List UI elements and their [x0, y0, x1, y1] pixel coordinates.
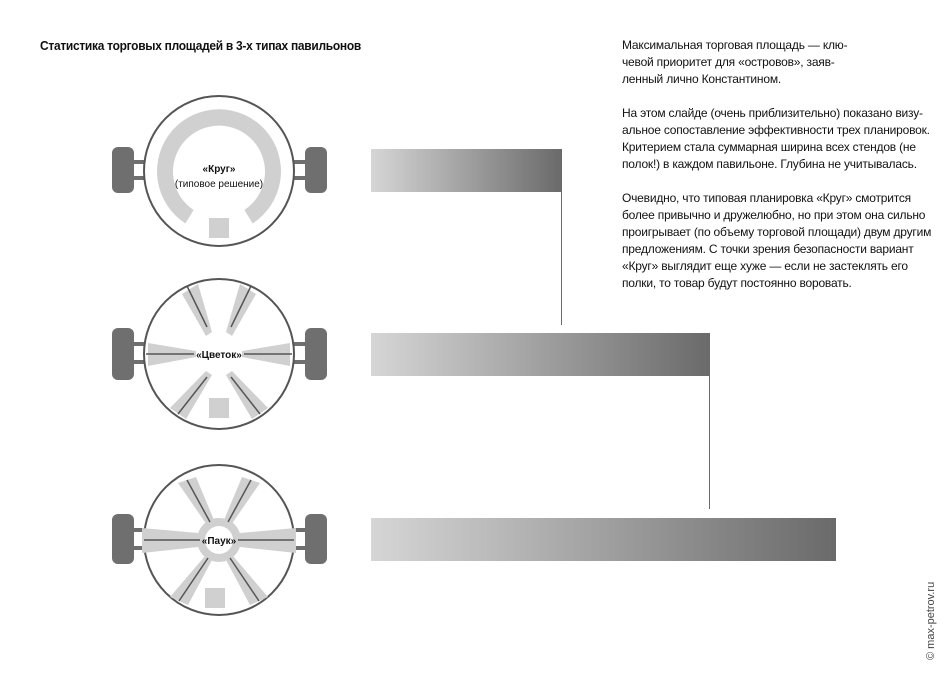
pavilion-handle-right — [291, 328, 327, 380]
pavilion-name: «Паук» — [201, 536, 237, 547]
description-line: Критерием стала суммарная ширина всех стендов (не — [622, 140, 916, 154]
pavilion-pauk — [112, 465, 327, 615]
description-line: полок!) в каждом павильоне. Глубина не учитывалась. — [622, 157, 917, 171]
slide-title: Статистика торговых площадей в 3-х типах павильонов — [40, 38, 361, 53]
description-line: На этом слайде (очень приблизительно) показано визу- — [622, 106, 923, 120]
pavilion-handle-right — [291, 514, 327, 564]
pavilion-subtitle: (типовое решение) — [174, 179, 264, 190]
cash-desk — [209, 398, 229, 418]
description-line: ленный лично Константином. — [622, 72, 782, 86]
area-bars — [371, 149, 836, 561]
cash-desk — [205, 588, 225, 608]
pavilion-handle-left — [112, 328, 148, 380]
description-line: более привычно и дружелюбно, но при этом она сильно — [622, 208, 926, 222]
description-line: проигрывает (по объему торговой площади) двум другим — [622, 225, 932, 239]
area-bar — [371, 518, 836, 561]
pavilion-tsvetok — [112, 279, 327, 429]
pavilion-name: «Цветок» — [196, 350, 242, 361]
description-line: предложениям. С точки зрения безопасности вариант — [622, 242, 914, 256]
pavilion-handle-right — [291, 147, 327, 193]
description-line: Максимальная торговая площадь — клю- — [622, 38, 848, 52]
description-line: «Круг» выглядит еще хуже — если не застеклять его — [622, 259, 908, 273]
description-line: полки, то товар будут постоянно воровать. — [622, 276, 852, 290]
pavilion-handle-left — [112, 147, 148, 193]
description-line: альное сопоставление эффективности трех планировок. — [622, 123, 930, 137]
area-bar — [371, 149, 562, 192]
copyright-text: © max-petrov.ru — [925, 581, 937, 660]
description-line: Очевидно, что типовая планировка «Круг» смотрится — [622, 191, 911, 205]
pavilion-krug — [112, 96, 327, 246]
pavilion-name: «Круг» — [202, 164, 236, 175]
area-bar — [371, 333, 710, 376]
cash-desk — [209, 218, 229, 238]
description-line: чевой приоритет для «островов», заяв- — [622, 55, 835, 69]
